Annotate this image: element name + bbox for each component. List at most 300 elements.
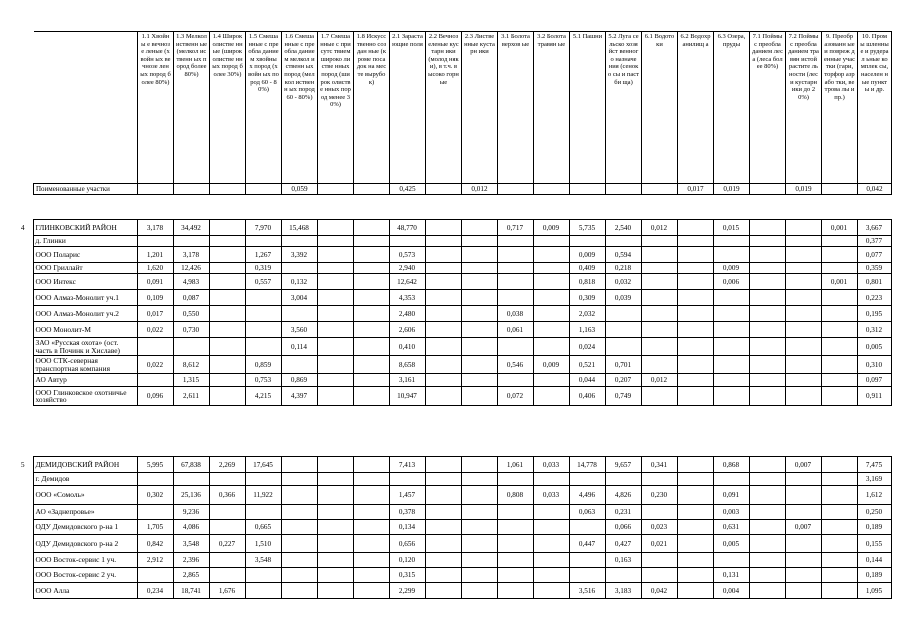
value-cell (641, 505, 677, 520)
value-cell (749, 356, 785, 374)
value-cell (425, 583, 461, 599)
value-cell: 0,218 (605, 263, 641, 274)
value-cell (317, 568, 353, 583)
value-cell: 0,717 (497, 220, 533, 236)
table-row (13, 457, 891, 473)
column-header: 1.1 Хвойны е вечнозе леные (хвойн ых вечнозе леных пород более 80%) (138, 32, 174, 184)
value-cell: 0,001 (821, 220, 857, 236)
value-cell (677, 486, 713, 505)
table-row (13, 274, 891, 290)
value-cell: 0,012 (641, 374, 677, 387)
value-cell (569, 473, 605, 486)
value-cell (713, 338, 749, 356)
value-cell (425, 274, 461, 290)
value-cell (353, 486, 389, 505)
column-header: 1.5 Смеша нные с преобла данием хвойны х пород (хвойн ых пород 60 - 80%) (246, 32, 282, 184)
value-cell (569, 568, 605, 583)
value-cell (353, 535, 389, 553)
value-cell (137, 505, 173, 520)
value-cell (353, 583, 389, 599)
value-cell (281, 473, 317, 486)
value-cell (461, 473, 497, 486)
value-cell (713, 387, 749, 406)
value-cell: 0,869 (281, 374, 317, 387)
value-cell: 0,911 (857, 387, 891, 406)
value-cell: 0,134 (389, 520, 425, 535)
value-cell (425, 290, 461, 306)
value-cell (245, 236, 281, 247)
value-cell: 0,021 (641, 535, 677, 553)
value-cell (749, 535, 785, 553)
value-cell (497, 568, 533, 583)
value-cell (677, 338, 713, 356)
value-cell: 0,001 (821, 274, 857, 290)
value-cell (317, 338, 353, 356)
value-cell (425, 553, 461, 568)
row-name: ОДУ Демидовского р-на 2 (33, 535, 137, 553)
table-row (13, 374, 891, 387)
value-cell: 1,612 (857, 486, 891, 505)
value-cell (533, 568, 569, 583)
value-cell (353, 374, 389, 387)
value-cell (245, 338, 281, 356)
value-cell (353, 263, 389, 274)
value-cell (749, 520, 785, 535)
value-cell (785, 535, 821, 553)
value-cell: 0,004 (713, 583, 749, 599)
value-cell: 0,223 (857, 290, 891, 306)
value-cell: 0,312 (857, 322, 891, 338)
value-cell (641, 263, 677, 274)
value-cell (533, 306, 569, 322)
value-cell: 0,753 (245, 374, 281, 387)
section-index (13, 263, 33, 274)
section-index (13, 322, 33, 338)
value-cell (281, 457, 317, 473)
row-name: д. Глинки (33, 236, 137, 247)
value-cell (209, 290, 245, 306)
value-cell (641, 290, 677, 306)
value-cell: 0,087 (173, 290, 209, 306)
value-cell (317, 247, 353, 263)
value-cell (713, 247, 749, 263)
column-header: 10. Промы шленны е и рудерал ьные комплек сы, населен ные пункты и др. (858, 32, 892, 184)
value-cell (209, 274, 245, 290)
value-cell (749, 236, 785, 247)
value-cell (677, 290, 713, 306)
section-index (13, 473, 33, 486)
value-cell (749, 473, 785, 486)
value-cell (425, 505, 461, 520)
value-cell (605, 338, 641, 356)
value-cell (281, 263, 317, 274)
value-cell: 0,302 (137, 486, 173, 505)
named-sites-value (354, 184, 390, 195)
value-cell (677, 263, 713, 274)
row-name: ООО Алла (33, 583, 137, 599)
value-cell (353, 306, 389, 322)
value-cell (461, 374, 497, 387)
value-cell (209, 220, 245, 236)
value-cell (317, 387, 353, 406)
value-cell: 0,015 (713, 220, 749, 236)
column-header: 1.4 Широк олистве нные (широк олистве нных пород более 30%) (210, 32, 246, 184)
value-cell (785, 356, 821, 374)
named-sites-value (534, 184, 570, 195)
row-name: ООО Монолит-М (33, 322, 137, 338)
value-cell (749, 322, 785, 338)
value-cell: 3,392 (281, 247, 317, 263)
value-cell (353, 387, 389, 406)
value-cell: 4,496 (569, 486, 605, 505)
value-cell: 3,178 (173, 247, 209, 263)
row-name: ООО Восток-сервис 1 уч. (33, 553, 137, 568)
value-cell: 0,163 (605, 553, 641, 568)
value-cell (461, 263, 497, 274)
value-cell (785, 387, 821, 406)
value-cell: 0,005 (857, 338, 891, 356)
value-cell (317, 535, 353, 553)
value-cell: 2,032 (569, 306, 605, 322)
value-cell: 0,701 (605, 356, 641, 374)
value-cell (749, 387, 785, 406)
value-cell: 0,132 (281, 274, 317, 290)
value-cell: 0,003 (713, 505, 749, 520)
value-cell: 3,516 (569, 583, 605, 599)
value-cell: 0,319 (245, 263, 281, 274)
section-index (13, 356, 33, 374)
value-cell: 0,022 (137, 356, 173, 374)
value-cell (821, 322, 857, 338)
value-cell (749, 338, 785, 356)
value-cell (677, 505, 713, 520)
value-cell (641, 356, 677, 374)
value-cell (209, 338, 245, 356)
value-cell (497, 247, 533, 263)
value-cell (137, 374, 173, 387)
value-cell (677, 236, 713, 247)
value-cell (461, 322, 497, 338)
row-name: ЗАО «Русская охота» (ост. часть в Починк и Хиславе) (33, 338, 137, 356)
value-cell: 0,546 (497, 356, 533, 374)
value-cell: 0,859 (245, 356, 281, 374)
value-cell: 2,940 (389, 263, 425, 274)
value-cell (425, 322, 461, 338)
value-cell (245, 306, 281, 322)
value-cell (353, 520, 389, 535)
value-cell (209, 568, 245, 583)
value-cell (281, 306, 317, 322)
value-cell (533, 583, 569, 599)
value-cell (353, 473, 389, 486)
value-cell (641, 568, 677, 583)
value-cell (209, 473, 245, 486)
value-cell: 4,983 (173, 274, 209, 290)
table-row (13, 535, 891, 553)
value-cell (749, 290, 785, 306)
value-cell: 0,406 (569, 387, 605, 406)
value-cell (785, 322, 821, 338)
table-row (13, 505, 891, 520)
value-cell (173, 338, 209, 356)
value-cell (533, 374, 569, 387)
value-cell (713, 290, 749, 306)
value-cell (677, 535, 713, 553)
value-cell (461, 535, 497, 553)
value-cell (281, 583, 317, 599)
value-cell (533, 290, 569, 306)
value-cell (461, 457, 497, 473)
value-cell (281, 505, 317, 520)
value-cell: 0,315 (389, 568, 425, 583)
value-cell (713, 473, 749, 486)
row-name: ООО Алмаз-Монолит уч.2 (33, 306, 137, 322)
value-cell: 0,033 (533, 457, 569, 473)
value-cell (821, 356, 857, 374)
value-cell (821, 374, 857, 387)
named-sites-value (606, 184, 642, 195)
value-cell: 2,865 (173, 568, 209, 583)
value-cell: 15,468 (281, 220, 317, 236)
value-cell (209, 247, 245, 263)
value-cell (461, 387, 497, 406)
value-cell (821, 457, 857, 473)
value-cell: 0,234 (137, 583, 173, 599)
named-sites-value (822, 184, 858, 195)
value-cell (425, 486, 461, 505)
value-cell (317, 290, 353, 306)
value-cell (317, 220, 353, 236)
value-cell (281, 236, 317, 247)
value-cell (461, 356, 497, 374)
value-cell (425, 338, 461, 356)
value-cell (317, 520, 353, 535)
value-cell (425, 306, 461, 322)
value-cell: 4,353 (389, 290, 425, 306)
row-name: ДЕМИДОВСКИЙ РАЙОН (33, 457, 137, 473)
value-cell (821, 473, 857, 486)
value-cell: 1,095 (857, 583, 891, 599)
value-cell (641, 306, 677, 322)
table-row (13, 473, 891, 486)
value-cell (533, 535, 569, 553)
header-blank-cell (34, 32, 138, 184)
value-cell: 0,631 (713, 520, 749, 535)
value-cell (821, 290, 857, 306)
value-cell: 0,109 (137, 290, 173, 306)
value-cell: 0,227 (209, 535, 245, 553)
value-cell (317, 322, 353, 338)
column-header: 6.2 Водохр анилищ а (678, 32, 714, 184)
column-header: 3.1 Болота верхов ые (498, 32, 534, 184)
value-cell: 0,377 (857, 236, 891, 247)
value-cell (605, 473, 641, 486)
value-cell (353, 322, 389, 338)
named-sites-value (642, 184, 678, 195)
value-cell: 4,826 (605, 486, 641, 505)
value-cell: 0,447 (569, 535, 605, 553)
value-cell (821, 387, 857, 406)
value-cell (713, 356, 749, 374)
row-name: ООО Глинковское охотничье хозяйство (33, 387, 137, 406)
value-cell: 1,267 (245, 247, 281, 263)
value-cell: 0,005 (713, 535, 749, 553)
value-cell: 0,042 (641, 583, 677, 599)
value-cell: 3,560 (281, 322, 317, 338)
value-cell: 0,144 (857, 553, 891, 568)
value-cell (785, 374, 821, 387)
value-cell: 2,269 (209, 457, 245, 473)
value-cell (569, 236, 605, 247)
named-sites-value (498, 184, 534, 195)
value-cell: 14,778 (569, 457, 605, 473)
value-cell: 3,548 (173, 535, 209, 553)
value-cell (461, 338, 497, 356)
value-cell: 17,645 (245, 457, 281, 473)
value-cell (317, 274, 353, 290)
value-cell (533, 387, 569, 406)
value-cell (677, 457, 713, 473)
value-cell: 0,033 (533, 486, 569, 505)
section-index (13, 274, 33, 290)
named-sites-value: 0,019 (714, 184, 750, 195)
value-cell (317, 473, 353, 486)
value-cell (821, 338, 857, 356)
section-index (13, 338, 33, 356)
value-cell (713, 374, 749, 387)
value-cell (317, 583, 353, 599)
value-cell: 0,120 (389, 553, 425, 568)
value-cell (137, 236, 173, 247)
value-cell: 0,378 (389, 505, 425, 520)
value-cell (641, 247, 677, 263)
value-cell (677, 274, 713, 290)
named-sites-value: 0,017 (678, 184, 714, 195)
value-cell (245, 322, 281, 338)
value-cell (425, 236, 461, 247)
value-cell: 9,657 (605, 457, 641, 473)
row-name: ООО Гриллайт (33, 263, 137, 274)
value-cell (497, 274, 533, 290)
table-row (13, 583, 891, 599)
value-cell (533, 247, 569, 263)
value-cell: 0,818 (569, 274, 605, 290)
value-cell: 11,922 (245, 486, 281, 505)
value-cell: 0,842 (137, 535, 173, 553)
value-cell (317, 374, 353, 387)
section-index (13, 290, 33, 306)
section-index (13, 387, 33, 406)
value-cell (677, 387, 713, 406)
value-cell: 0,207 (605, 374, 641, 387)
value-cell (353, 568, 389, 583)
value-cell (497, 535, 533, 553)
value-cell (677, 220, 713, 236)
value-cell (317, 356, 353, 374)
value-cell: 8,612 (173, 356, 209, 374)
value-cell (137, 568, 173, 583)
value-cell: 0,009 (713, 263, 749, 274)
section-index (13, 553, 33, 568)
value-cell: 1,061 (497, 457, 533, 473)
value-cell (785, 473, 821, 486)
value-cell (821, 583, 857, 599)
value-cell: 25,136 (173, 486, 209, 505)
value-cell (209, 263, 245, 274)
value-cell (497, 505, 533, 520)
value-cell (821, 568, 857, 583)
column-header: 7.1 Поймы с преобла данием леса (леса более 80%) (750, 32, 786, 184)
section-index (13, 306, 33, 322)
value-cell (785, 247, 821, 263)
value-cell: 7,475 (857, 457, 891, 473)
value-cell: 0,097 (857, 374, 891, 387)
value-cell (317, 236, 353, 247)
value-cell (821, 486, 857, 505)
table-row (13, 568, 891, 583)
value-cell: 0,521 (569, 356, 605, 374)
value-cell (677, 356, 713, 374)
value-cell (281, 535, 317, 553)
value-cell (749, 220, 785, 236)
column-header: 9. Преобр азованн ые и повреж денные участки (гари, торфор азрабо тки, ветрова лы и пр.) (822, 32, 858, 184)
named-sites-value (174, 184, 210, 195)
column-header: 1.8 Искусс твенно создан ные (кроме посадок на месте вырубо к) (354, 32, 390, 184)
value-cell: 1,676 (209, 583, 245, 599)
section-index (13, 505, 33, 520)
column-header: 2.1 Зараста ющие поля (390, 32, 426, 184)
value-cell (749, 505, 785, 520)
value-cell: 4,397 (281, 387, 317, 406)
value-cell: 1,201 (137, 247, 173, 263)
value-cell (209, 374, 245, 387)
value-cell (461, 306, 497, 322)
value-cell: 7,970 (245, 220, 281, 236)
value-cell: 2,912 (137, 553, 173, 568)
value-cell: 8,658 (389, 356, 425, 374)
table-row (13, 356, 891, 374)
value-cell (785, 486, 821, 505)
value-cell (821, 520, 857, 535)
value-cell (281, 568, 317, 583)
value-cell (677, 553, 713, 568)
section-index (13, 583, 33, 599)
table-row (13, 338, 891, 356)
value-cell (425, 374, 461, 387)
value-cell: 3,667 (857, 220, 891, 236)
value-cell: 0,091 (137, 274, 173, 290)
value-cell (641, 274, 677, 290)
value-cell (497, 374, 533, 387)
section-index (13, 374, 33, 387)
value-cell: 0,309 (569, 290, 605, 306)
section-index (13, 535, 33, 553)
value-cell (677, 306, 713, 322)
value-cell (317, 505, 353, 520)
value-cell (461, 520, 497, 535)
value-cell: 0,039 (605, 290, 641, 306)
value-cell (749, 553, 785, 568)
value-cell (677, 583, 713, 599)
named-sites-value (210, 184, 246, 195)
table-row (13, 387, 891, 406)
value-cell: 5,995 (137, 457, 173, 473)
named-sites-value: 0,012 (462, 184, 498, 195)
value-cell (569, 520, 605, 535)
value-cell (497, 583, 533, 599)
value-cell (425, 520, 461, 535)
value-cell (713, 553, 749, 568)
